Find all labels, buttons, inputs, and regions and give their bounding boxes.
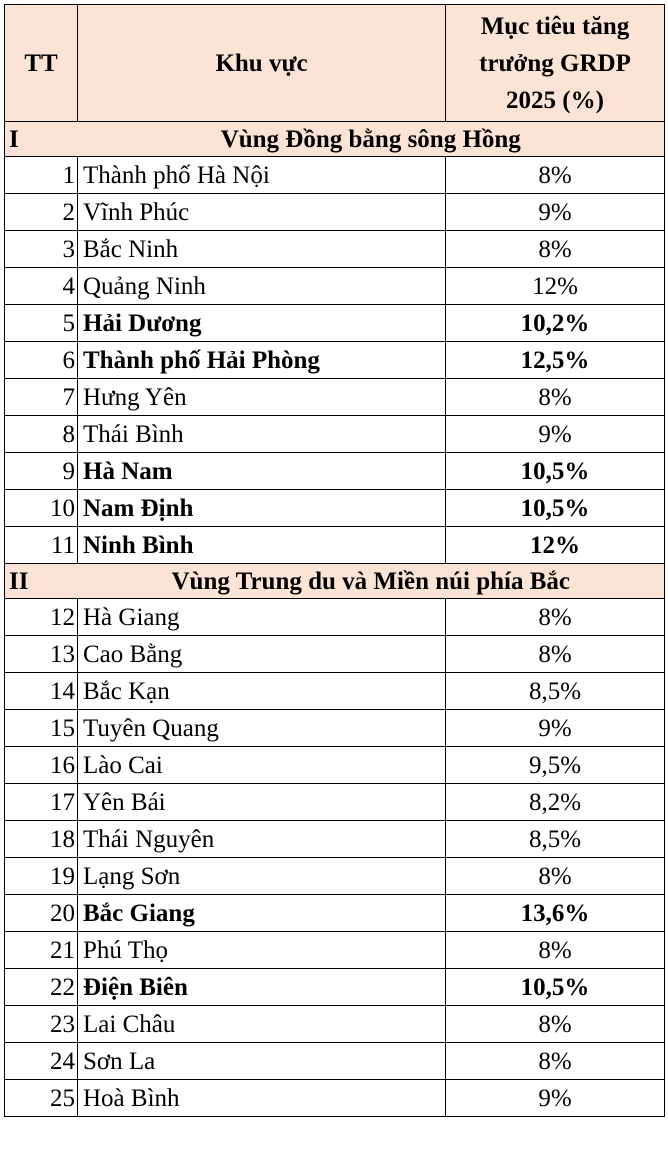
table-row (5, 342, 665, 379)
grdp-target-value: 8% (446, 231, 665, 268)
row-number: 25 (5, 1080, 78, 1117)
province-name: Hoà Bình (78, 1080, 446, 1117)
table-row (5, 1006, 665, 1043)
province-name: Thái Nguyên (78, 821, 446, 858)
row-number: 22 (5, 969, 78, 1006)
table-row (5, 490, 665, 527)
row-number: 17 (5, 784, 78, 821)
grdp-target-value: 8% (446, 1006, 665, 1043)
grdp-target-value: 9% (446, 710, 665, 747)
grdp-target-table (4, 4, 665, 1117)
province-name: Bắc Ninh (78, 231, 446, 268)
table-row (5, 969, 665, 1006)
grdp-target-value: 10,5% (446, 490, 665, 527)
row-number: 19 (5, 858, 78, 895)
table-row (5, 305, 665, 342)
grdp-target-value: 9% (446, 1080, 665, 1117)
grdp-target-value: 8% (446, 858, 665, 895)
header-row (5, 5, 665, 122)
row-number: 18 (5, 821, 78, 858)
province-name: Thành phố Hà Nội (78, 157, 446, 194)
table-row (5, 453, 665, 490)
province-name: Phú Thọ (78, 932, 446, 969)
grdp-target-value: 8% (446, 932, 665, 969)
province-name: Lai Châu (78, 1006, 446, 1043)
province-name: Bắc Giang (78, 895, 446, 932)
table-row (5, 268, 665, 305)
row-number: 1 (5, 157, 78, 194)
grdp-target-value: 8% (446, 1043, 665, 1080)
province-name: Nam Định (78, 490, 446, 527)
grdp-target-value: 9% (446, 194, 665, 231)
table-body (5, 122, 665, 1117)
row-number: 9 (5, 453, 78, 490)
province-name: Quảng Ninh (78, 268, 446, 305)
table-row (5, 932, 665, 969)
grdp-target-value: 13,6% (446, 895, 665, 932)
grdp-target-value: 10,5% (446, 453, 665, 490)
province-name: Hà Giang (78, 599, 446, 636)
row-number: 2 (5, 194, 78, 231)
row-number: 11 (5, 527, 78, 564)
row-number: 8 (5, 416, 78, 453)
province-name: Lạng Sơn (78, 858, 446, 895)
row-number: 20 (5, 895, 78, 932)
row-number: 15 (5, 710, 78, 747)
grdp-target-value: 8% (446, 636, 665, 673)
province-name: Yên Bái (78, 784, 446, 821)
table-row (5, 599, 665, 636)
province-name: Thái Bình (78, 416, 446, 453)
row-number: 16 (5, 747, 78, 784)
province-name: Thành phố Hải Phòng (78, 342, 446, 379)
table-row (5, 747, 665, 784)
row-number: 23 (5, 1006, 78, 1043)
province-name: Hưng Yên (78, 379, 446, 416)
section-row (5, 122, 665, 157)
table-row (5, 784, 665, 821)
table-row (5, 527, 665, 564)
table-row (5, 821, 665, 858)
row-number: 5 (5, 305, 78, 342)
table-row (5, 1080, 665, 1117)
row-number: 21 (5, 932, 78, 969)
grdp-target-value: 8,5% (446, 673, 665, 710)
grdp-target-value: 8% (446, 157, 665, 194)
province-name: Điện Biên (78, 969, 446, 1006)
table-row (5, 636, 665, 673)
province-name: Sơn La (78, 1043, 446, 1080)
row-number: 4 (5, 268, 78, 305)
grdp-target-sheet (4, 4, 664, 1117)
province-name: Cao Bằng (78, 636, 446, 673)
grdp-target-value: 8% (446, 379, 665, 416)
section-row (5, 564, 665, 599)
row-number: 7 (5, 379, 78, 416)
row-number: 24 (5, 1043, 78, 1080)
table-row (5, 416, 665, 453)
grdp-target-value: 12% (446, 527, 665, 564)
section-title: Vùng Trung du và Miền núi phía Bắc (78, 564, 665, 599)
table-row (5, 1043, 665, 1080)
province-name: Ninh Bình (78, 527, 446, 564)
table-row (5, 157, 665, 194)
table-row (5, 858, 665, 895)
grdp-target-value: 8,5% (446, 821, 665, 858)
section-number: I (5, 122, 78, 157)
row-number: 14 (5, 673, 78, 710)
grdp-target-value: 12,5% (446, 342, 665, 379)
header-tt: TT (5, 5, 78, 122)
grdp-target-value: 9,5% (446, 747, 665, 784)
table-row (5, 710, 665, 747)
row-number: 13 (5, 636, 78, 673)
table-row (5, 231, 665, 268)
grdp-target-value: 10,5% (446, 969, 665, 1006)
table-row (5, 194, 665, 231)
province-name: Bắc Kạn (78, 673, 446, 710)
header-grdp-target: Mục tiêu tăng trưởng GRDP 2025 (%) (446, 5, 665, 122)
row-number: 10 (5, 490, 78, 527)
grdp-target-value: 8% (446, 599, 665, 636)
row-number: 6 (5, 342, 78, 379)
section-number: II (5, 564, 78, 599)
header-region: Khu vực (78, 5, 446, 122)
table-row (5, 379, 665, 416)
province-name: Hà Nam (78, 453, 446, 490)
grdp-target-value: 8,2% (446, 784, 665, 821)
grdp-target-value: 10,2% (446, 305, 665, 342)
row-number: 3 (5, 231, 78, 268)
section-title: Vùng Đồng bằng sông Hồng (78, 122, 665, 157)
grdp-target-value: 12% (446, 268, 665, 305)
grdp-target-value: 9% (446, 416, 665, 453)
row-number: 12 (5, 599, 78, 636)
province-name: Hải Dương (78, 305, 446, 342)
province-name: Tuyên Quang (78, 710, 446, 747)
province-name: Lào Cai (78, 747, 446, 784)
table-row (5, 673, 665, 710)
province-name: Vĩnh Phúc (78, 194, 446, 231)
table-row (5, 895, 665, 932)
